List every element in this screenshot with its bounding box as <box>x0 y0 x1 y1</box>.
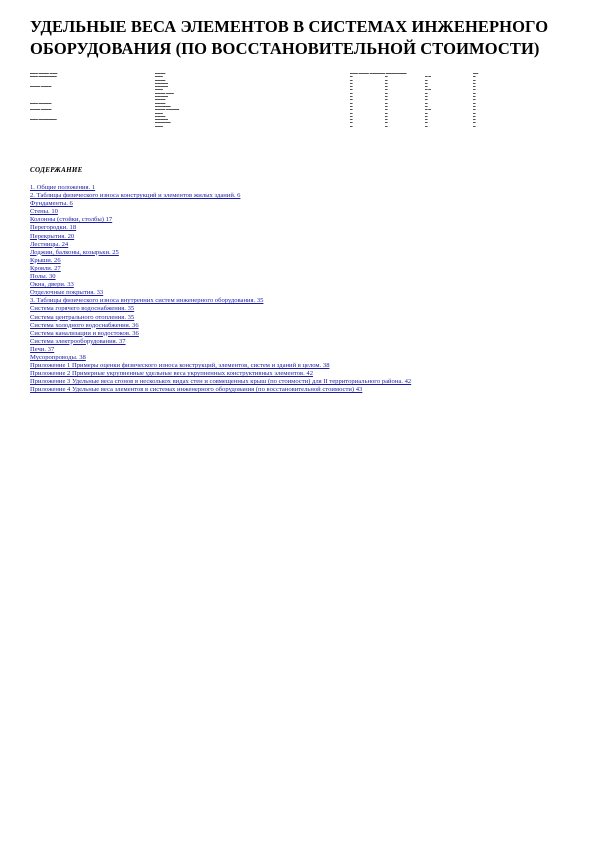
toc-link[interactable]: Окна, двери. 33 <box>30 281 74 289</box>
toc-item <box>30 297 411 305</box>
toc-item <box>30 200 411 208</box>
toc-link[interactable]: Мусоропроводы. 38 <box>30 353 86 361</box>
toc-item <box>30 314 411 322</box>
toc-item <box>30 265 411 273</box>
toc-link[interactable]: Полы. 30 <box>30 273 56 281</box>
toc-link[interactable]: Кровли. 27 <box>30 264 61 272</box>
toc-link[interactable]: Фундаменты. 6 <box>30 200 73 208</box>
toc-item <box>30 386 411 394</box>
page-title <box>30 16 575 60</box>
toc-link[interactable]: Лестницы. 24 <box>30 240 69 248</box>
toc-link[interactable]: Печи. 37 <box>30 345 55 353</box>
toc-link[interactable]: Приложение 1 Примеры оценки физического износа конструкций, элементов, систем и зданий в целом. 38 <box>30 362 330 370</box>
toc-link[interactable]: Лоджии, балконы, козырьки. 25 <box>30 248 119 256</box>
title-line-1: УДЕЛЬНЫЕ ВЕСА ЭЛЕМЕНТОВ В СИСТЕМАХ ИНЖЕНЕРНОГО <box>30 17 549 36</box>
toc-item <box>30 184 411 192</box>
toc-link[interactable]: Отделочные покрытия. 33 <box>30 289 104 297</box>
toc-item <box>30 370 411 378</box>
toc-link[interactable]: Система канализации и водостоков. 36 <box>30 329 139 337</box>
toc-link[interactable]: Приложение 3 Удельные веса сгонов в несколькох видах стен и совмещенных крыш (по стоимости) для II территориального района. 42 <box>30 378 412 386</box>
toc-item <box>30 354 411 362</box>
toc-link[interactable]: Колонны (стойки, столбы) 17 <box>30 216 113 224</box>
toc-link[interactable]: Перегородки. 18 <box>30 224 77 232</box>
toc-item <box>30 192 411 200</box>
toc-item <box>30 322 411 330</box>
toc-link[interactable]: Система горячего водоснабжения. 35 <box>30 305 135 313</box>
toc-item <box>30 346 411 354</box>
toc-item <box>30 208 411 216</box>
toc-item <box>30 273 411 281</box>
toc-item <box>30 241 411 249</box>
toc-item <box>30 224 411 232</box>
toc-heading: СОДЕРЖАНИЕ <box>30 166 83 174</box>
toc-link[interactable]: Приложение 2 Примерные укрупненные удельные веса укрупненных конструктивных элементов. 42 <box>30 370 314 378</box>
toc-link[interactable]: Система центрального отопления. 35 <box>30 313 135 321</box>
toc-link[interactable]: Приложение 4 Удельные веса элементов в системах инженерного оборудования (по восстановительной стоимости) 43 <box>30 386 363 394</box>
toc-item <box>30 233 411 241</box>
toc-link[interactable]: Система холодного водоснабжения. 36 <box>30 321 139 329</box>
toc-item <box>30 330 411 338</box>
toc-item <box>30 305 411 313</box>
weights-table: ▬▬▬ ▬▬▬▬ ▬▬▬ ▬▬▬▬ ▬▬▬ ▬▬▬▬ ▬▬▬▬▬▬ ▬▬▬▬▬▬▬▬ ▬▬ ▬▬▬ ▬▬▬▬▬▬▬ ▬▬▬ ▬ ▬ ▬ ▬ ▬ ▬▬▬▬ ▬ ▬ ▬ ▬ ▬▬▬▬▬ ▬ ▬ ▬ ▬ ▬▬▬▬ ▬▬▬▬ ▬▬▬▬▬ ▬ ▬ ▬ ▬ ▬▬▬ ▬ ▬ ▬ ▬ ▬ ▬▬▬▬ ▬▬▬ ▬ ▬ ▬ ▬ ▬▬▬▬▬ ▬ ▬ ▬ ▬ ▬▬▬▬ ▬ ▬ ▬ ▬ ▬▬▬ ▬▬▬▬▬ ▬▬▬▬ ▬ ▬ ▬ ▬ ▬▬▬▬▬▬ ▬ ▬ ▬ ▬ ▬▬▬▬ ▬▬▬▬ ▬▬▬▬ ▬▬▬▬▬ ▬ ▬ ▬ ▬ ▬ ▬▬▬ ▬ ▬ ▬ ▬ ▬▬▬▬ ▬ ▬ ▬ ▬ ▬▬▬ ▬▬▬▬▬▬▬ ▬▬▬▬▬ ▬ ▬ ▬ ▬ ▬▬▬▬▬▬ ▬ ▬ ▬ ▬ ▬▬▬ ▬ ▬ ▬ ▬ <box>30 72 479 128</box>
title-line-2: ОБОРУДОВАНИЯ (ПО ВОССТАНОВИТЕЛЬНОЙ СТОИМОСТИ) <box>30 39 540 58</box>
toc-item <box>30 216 411 224</box>
toc-link[interactable]: 2. Таблицы физического износа конструкций и элементов жилых зданий. 6 <box>30 192 241 200</box>
toc-link[interactable]: Перекрытия. 20 <box>30 232 75 240</box>
toc-list <box>30 184 411 394</box>
toc-item <box>30 362 411 370</box>
toc-item <box>30 378 411 386</box>
toc-item <box>30 249 411 257</box>
toc-link[interactable]: Стены. 10 <box>30 208 58 216</box>
toc-item <box>30 257 411 265</box>
toc-item <box>30 338 411 346</box>
toc-link[interactable]: 3. Таблицы физического износа внутренних систем инженерного оборудования. 35 <box>30 297 264 305</box>
toc-item <box>30 281 411 289</box>
toc-link[interactable]: 1. Общие положения. 1 <box>30 184 96 191</box>
toc-link[interactable]: Система электрооборудования. 37 <box>30 337 126 345</box>
toc-link[interactable]: Крыши. 26 <box>30 256 61 264</box>
toc-item <box>30 289 411 297</box>
